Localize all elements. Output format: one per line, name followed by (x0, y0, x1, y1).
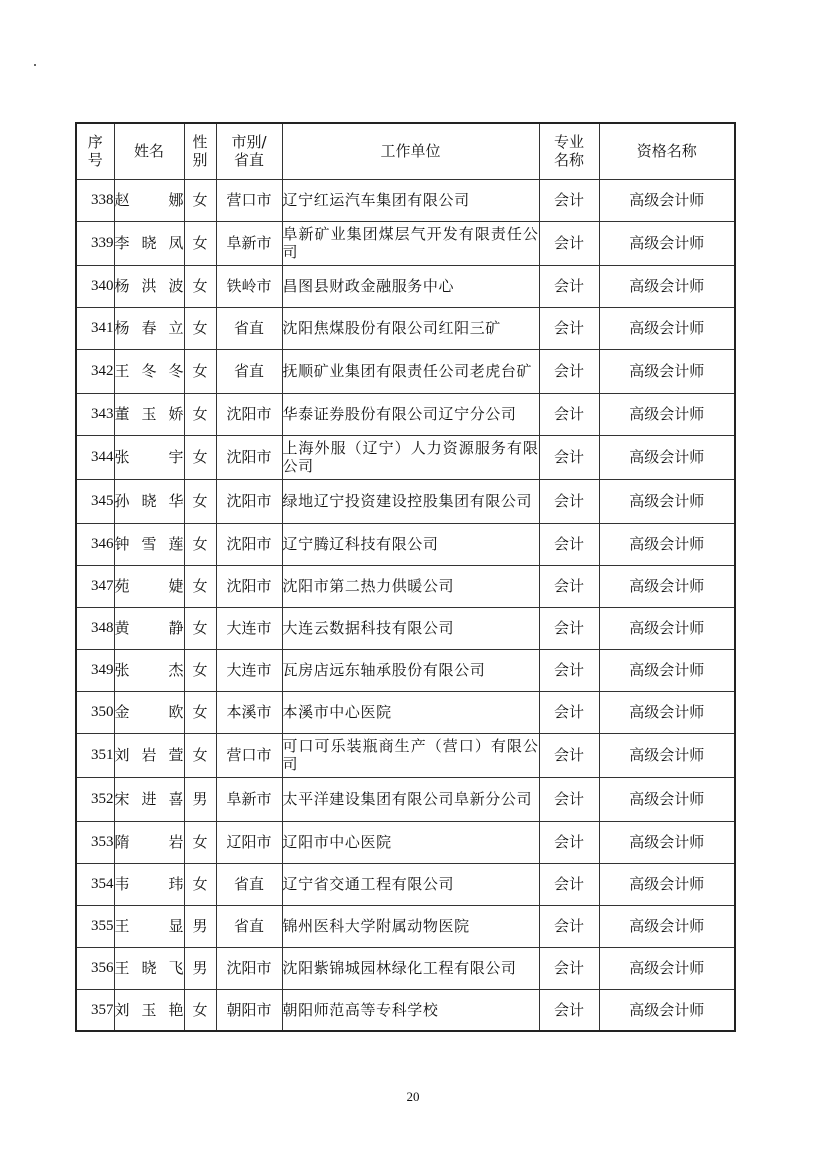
name-cell: 苑 婕 (114, 565, 184, 607)
seq-cell: 350 (76, 691, 114, 733)
sex-cell: 女 (184, 221, 216, 265)
seq-cell: 338 (76, 179, 114, 221)
qualification-cell: 高级会计师 (599, 905, 735, 947)
city-cell: 阜新市 (216, 221, 282, 265)
sex-cell: 女 (184, 349, 216, 393)
city-cell: 省直 (216, 863, 282, 905)
seq-cell: 347 (76, 565, 114, 607)
name-cell: 赵 娜 (114, 179, 184, 221)
city-cell: 大连市 (216, 607, 282, 649)
major-cell: 会计 (539, 565, 599, 607)
seq-cell: 348 (76, 607, 114, 649)
seq-cell: 351 (76, 733, 114, 777)
seq-cell: 353 (76, 821, 114, 863)
major-cell: 会计 (539, 777, 599, 821)
header-major-line-2: 名称 (553, 151, 584, 170)
sex-cell: 女 (184, 523, 216, 565)
header-name: 姓名 (114, 123, 184, 179)
seq-cell: 355 (76, 905, 114, 947)
major-cell: 会计 (539, 393, 599, 435)
sex-cell: 女 (184, 307, 216, 349)
sex-cell: 女 (184, 179, 216, 221)
table-row (76, 733, 735, 777)
table-row (76, 265, 735, 307)
city-cell: 营口市 (216, 179, 282, 221)
qualification-cell: 高级会计师 (599, 265, 735, 307)
name-cell: 刘岩萱 (114, 733, 184, 777)
major-cell: 会计 (539, 221, 599, 265)
qualification-cell: 高级会计师 (599, 947, 735, 989)
qualification-cell: 高级会计师 (599, 989, 735, 1031)
name-cell: 隋 岩 (114, 821, 184, 863)
table-row (76, 821, 735, 863)
seq-cell: 342 (76, 349, 114, 393)
qualification-cell: 高级会计师 (599, 179, 735, 221)
seq-cell: 349 (76, 649, 114, 691)
major-cell: 会计 (539, 265, 599, 307)
qualification-cell: 高级会计师 (599, 649, 735, 691)
org-cell: 沈阳焦煤股份有限公司红阳三矿 (282, 307, 539, 349)
table-row (76, 523, 735, 565)
major-cell: 会计 (539, 733, 599, 777)
name-cell: 宋进喜 (114, 777, 184, 821)
city-cell: 省直 (216, 349, 282, 393)
org-cell: 锦州医科大学附属动物医院 (282, 905, 539, 947)
seq-cell: 352 (76, 777, 114, 821)
qualification-cell: 高级会计师 (599, 221, 735, 265)
org-cell: 沈阳市第二热力供暖公司 (282, 565, 539, 607)
sex-cell: 男 (184, 947, 216, 989)
city-cell: 营口市 (216, 733, 282, 777)
city-cell: 省直 (216, 307, 282, 349)
org-cell: 上海外服（辽宁）人力资源服务有限公司 (282, 435, 539, 479)
name-cell: 李晓凤 (114, 221, 184, 265)
major-cell: 会计 (539, 435, 599, 479)
table-row (76, 777, 735, 821)
qualification-cell: 高级会计师 (599, 821, 735, 863)
table-row (76, 691, 735, 733)
qualification-cell: 高级会计师 (599, 349, 735, 393)
sex-cell: 女 (184, 649, 216, 691)
major-cell: 会计 (539, 307, 599, 349)
org-cell: 太平洋建设集团有限公司阜新分公司 (282, 777, 539, 821)
sex-cell: 女 (184, 863, 216, 905)
major-cell: 会计 (539, 905, 599, 947)
org-cell: 沈阳紫锦城园林绿化工程有限公司 (282, 947, 539, 989)
sex-cell: 女 (184, 435, 216, 479)
major-cell: 会计 (539, 649, 599, 691)
qualification-cell: 高级会计师 (599, 565, 735, 607)
qualification-cell: 高级会计师 (599, 435, 735, 479)
header-sex (184, 123, 216, 179)
major-cell: 会计 (539, 349, 599, 393)
table-row (76, 435, 735, 479)
major-cell: 会计 (539, 479, 599, 523)
org-cell: 阜新矿业集团煤层气开发有限责任公司 (282, 221, 539, 265)
seq-cell: 344 (76, 435, 114, 479)
org-cell: 辽宁省交通工程有限公司 (282, 863, 539, 905)
major-cell: 会计 (539, 607, 599, 649)
major-cell: 会计 (539, 947, 599, 989)
header-title: 资格名称 (599, 123, 735, 179)
org-cell: 大连云数据科技有限公司 (282, 607, 539, 649)
table-row (76, 947, 735, 989)
city-cell: 辽阳市 (216, 821, 282, 863)
seq-cell: 356 (76, 947, 114, 989)
org-cell: 瓦房店远东轴承股份有限公司 (282, 649, 539, 691)
page-number: 20 (406, 1089, 420, 1104)
org-cell: 朝阳师范高等专科学校 (282, 989, 539, 1031)
qualification-cell: 高级会计师 (599, 691, 735, 733)
name-cell: 杨洪波 (114, 265, 184, 307)
org-cell: 本溪市中心医院 (282, 691, 539, 733)
qualification-cell: 高级会计师 (599, 733, 735, 777)
table-row (76, 307, 735, 349)
table-row (76, 863, 735, 905)
major-cell: 会计 (539, 989, 599, 1031)
header-seq-line-1: 序 (87, 133, 103, 152)
qualification-cell: 高级会计师 (599, 307, 735, 349)
sex-cell: 女 (184, 821, 216, 863)
sex-cell: 女 (184, 691, 216, 733)
seq-cell: 341 (76, 307, 114, 349)
header-seq-line-2: 号 (87, 151, 103, 170)
city-cell: 朝阳市 (216, 989, 282, 1031)
sex-cell: 女 (184, 607, 216, 649)
sex-cell: 女 (184, 393, 216, 435)
seq-cell: 345 (76, 479, 114, 523)
roster-table (75, 122, 736, 1032)
seq-cell: 340 (76, 265, 114, 307)
city-cell: 沈阳市 (216, 393, 282, 435)
qualification-cell: 高级会计师 (599, 479, 735, 523)
name-cell: 孙晓华 (114, 479, 184, 523)
table-header-row (76, 123, 735, 179)
name-cell: 王 显 (114, 905, 184, 947)
major-cell: 会计 (539, 179, 599, 221)
city-cell: 沈阳市 (216, 947, 282, 989)
name-cell: 韦 玮 (114, 863, 184, 905)
city-cell: 沈阳市 (216, 523, 282, 565)
header-seq (76, 123, 114, 179)
city-cell: 沈阳市 (216, 435, 282, 479)
name-cell: 王冬冬 (114, 349, 184, 393)
org-cell: 绿地辽宁投资建设控股集团有限公司 (282, 479, 539, 523)
org-cell: 辽阳市中心医院 (282, 821, 539, 863)
major-cell: 会计 (539, 821, 599, 863)
header-city-line-1: 市别/ (231, 133, 267, 152)
name-cell: 张 宇 (114, 435, 184, 479)
table-row (76, 393, 735, 435)
table-row (76, 565, 735, 607)
name-cell: 金 欧 (114, 691, 184, 733)
org-cell: 可口可乐装瓶商生产（营口）有限公司 (282, 733, 539, 777)
sex-cell: 男 (184, 905, 216, 947)
org-cell: 辽宁腾辽科技有限公司 (282, 523, 539, 565)
city-cell: 铁岭市 (216, 265, 282, 307)
org-cell: 昌图县财政金融服务中心 (282, 265, 539, 307)
city-cell: 省直 (216, 905, 282, 947)
city-cell: 阜新市 (216, 777, 282, 821)
seq-cell: 354 (76, 863, 114, 905)
name-cell: 刘玉艳 (114, 989, 184, 1031)
org-cell: 抚顺矿业集团有限责任公司老虎台矿 (282, 349, 539, 393)
org-cell: 辽宁红运汽车集团有限公司 (282, 179, 539, 221)
major-cell: 会计 (539, 691, 599, 733)
header-major (539, 123, 599, 179)
seq-cell: 339 (76, 221, 114, 265)
sex-cell: 女 (184, 265, 216, 307)
city-cell: 沈阳市 (216, 479, 282, 523)
name-cell: 杨春立 (114, 307, 184, 349)
header-sex-line-2: 别 (192, 151, 208, 170)
table-row (76, 349, 735, 393)
sex-cell: 女 (184, 479, 216, 523)
qualification-cell: 高级会计师 (599, 777, 735, 821)
qualification-cell: 高级会计师 (599, 523, 735, 565)
city-cell: 大连市 (216, 649, 282, 691)
major-cell: 会计 (539, 523, 599, 565)
header-city-line-2: 省直 (233, 151, 264, 170)
qualification-cell: 高级会计师 (599, 393, 735, 435)
name-cell: 张 杰 (114, 649, 184, 691)
qualification-cell: 高级会计师 (599, 607, 735, 649)
name-cell: 黄 静 (114, 607, 184, 649)
name-cell: 王晓飞 (114, 947, 184, 989)
seq-cell: 346 (76, 523, 114, 565)
table-row (76, 479, 735, 523)
city-cell: 沈阳市 (216, 565, 282, 607)
table-row (76, 607, 735, 649)
header-sex-line-1: 性 (192, 133, 208, 152)
sex-cell: 女 (184, 989, 216, 1031)
major-cell: 会计 (539, 863, 599, 905)
org-cell: 华泰证券股份有限公司辽宁分公司 (282, 393, 539, 435)
table-body (76, 179, 735, 1031)
sex-cell: 男 (184, 777, 216, 821)
seq-cell: 357 (76, 989, 114, 1031)
qualification-cell: 高级会计师 (599, 863, 735, 905)
table-row (76, 989, 735, 1031)
scan-speck (34, 64, 36, 66)
sex-cell: 女 (184, 565, 216, 607)
table-row (76, 905, 735, 947)
header-major-line-1: 专业 (553, 133, 584, 152)
header-org: 工作单位 (282, 123, 539, 179)
name-cell: 董玉娇 (114, 393, 184, 435)
table-row (76, 179, 735, 221)
table-row (76, 649, 735, 691)
header-city (216, 123, 282, 179)
city-cell: 本溪市 (216, 691, 282, 733)
table-row (76, 221, 735, 265)
name-cell: 钟雪莲 (114, 523, 184, 565)
seq-cell: 343 (76, 393, 114, 435)
sex-cell: 女 (184, 733, 216, 777)
